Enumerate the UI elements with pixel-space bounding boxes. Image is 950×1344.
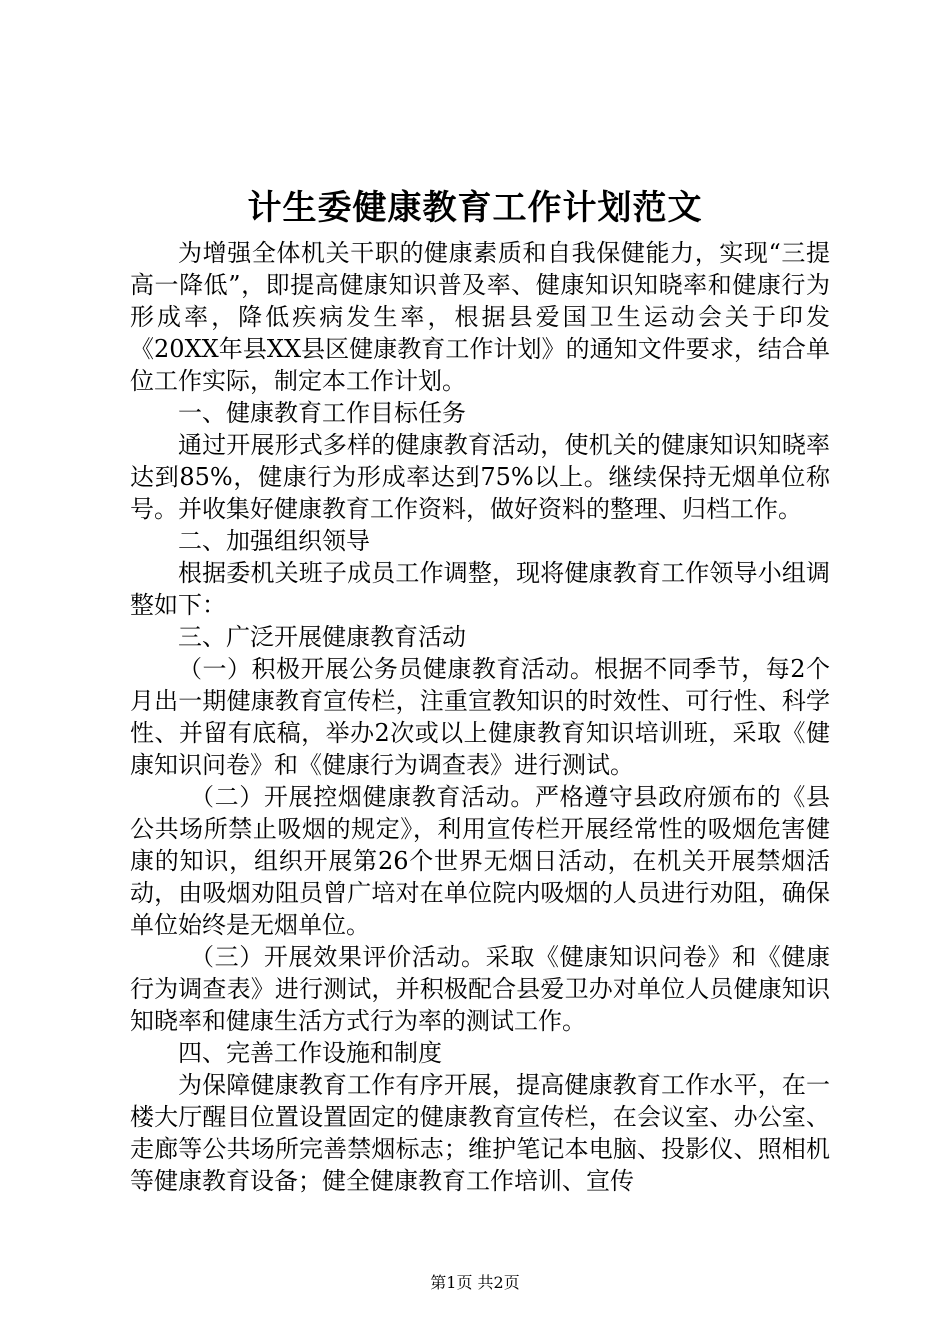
page-number-footer: 第1页 共2页 [430,1273,520,1292]
section-heading-4: 四、完善工作设施和制度 [178,1039,442,1067]
paragraph-goals: 通过开展形式多样的健康教育活动，使机关的健康知识知晓率达到85%，健康行为形成率达到75%以上。继续保持无烟单位称号。并收集好健康教育工作资料，做好资料的整理、归档工作。 [130,431,830,523]
paragraph-organization: 根据委机关班子成员工作调整，现将健康教育工作领导小组调整如下： [130,559,830,619]
section-heading-1: 一、健康教育工作目标任务 [178,399,466,427]
section-heading-3: 三、广泛开展健康教育活动 [178,623,466,651]
document-body [130,237,830,1197]
paragraph-activity-2: （二）开展控烟健康教育活动。严格遵守县政府颁布的《县公共场所禁止吸烟的规定》，利用宣传栏开展经常性的吸烟危害健康的知识，组织开展第26个世界无烟日活动，在机关开展禁烟活动，由吸烟劝阻员曾广培对在单位院内吸烟的人员进行劝阻，确保单位始终是无烟单位。 [130,783,830,939]
paragraph-intro: 为增强全体机关干职的健康素质和自我保健能力，实现“三提高一降低”，即提高健康知识普及率、健康知识知晓率和健康行为形成率，降低疾病发生率，根据县爱国卫生运动会关于印发《20XX年县XX县区健康教育工作计划》的通知文件要求，结合单位工作实际，制定本工作计划。 [130,239,830,395]
paragraph-activity-3: （三）开展效果评价活动。采取《健康知识问卷》和《健康行为调查表》进行测试，并积极配合县爱卫办对单位人员健康知识知晓率和健康生活方式行为率的测试工作。 [130,943,830,1035]
paragraph-activity-1: （一）积极开展公务员健康教育活动。根据不同季节，每2个月出一期健康教育宣传栏，注重宣教知识的时效性、可行性、科学性、并留有底稿，举办2次或以上健康教育知识培训班，采取《健康知识问卷》和《健康行为调查表》进行测试。 [130,655,830,779]
section-heading-2: 二、加强组织领导 [178,527,370,555]
document-title: 计生委健康教育工作计划范文 [247,188,703,228]
paragraph-facilities: 为保障健康教育工作有序开展，提高健康教育工作水平，在一楼大厅醒目位置设置固定的健康教育宣传栏，在会议室、办公室、走廊等公共场所完善禁烟标志；维护笔记本电脑、投影仪、照相机等健康教育设备；健全健康教育工作培训、宣传 [130,1071,830,1195]
